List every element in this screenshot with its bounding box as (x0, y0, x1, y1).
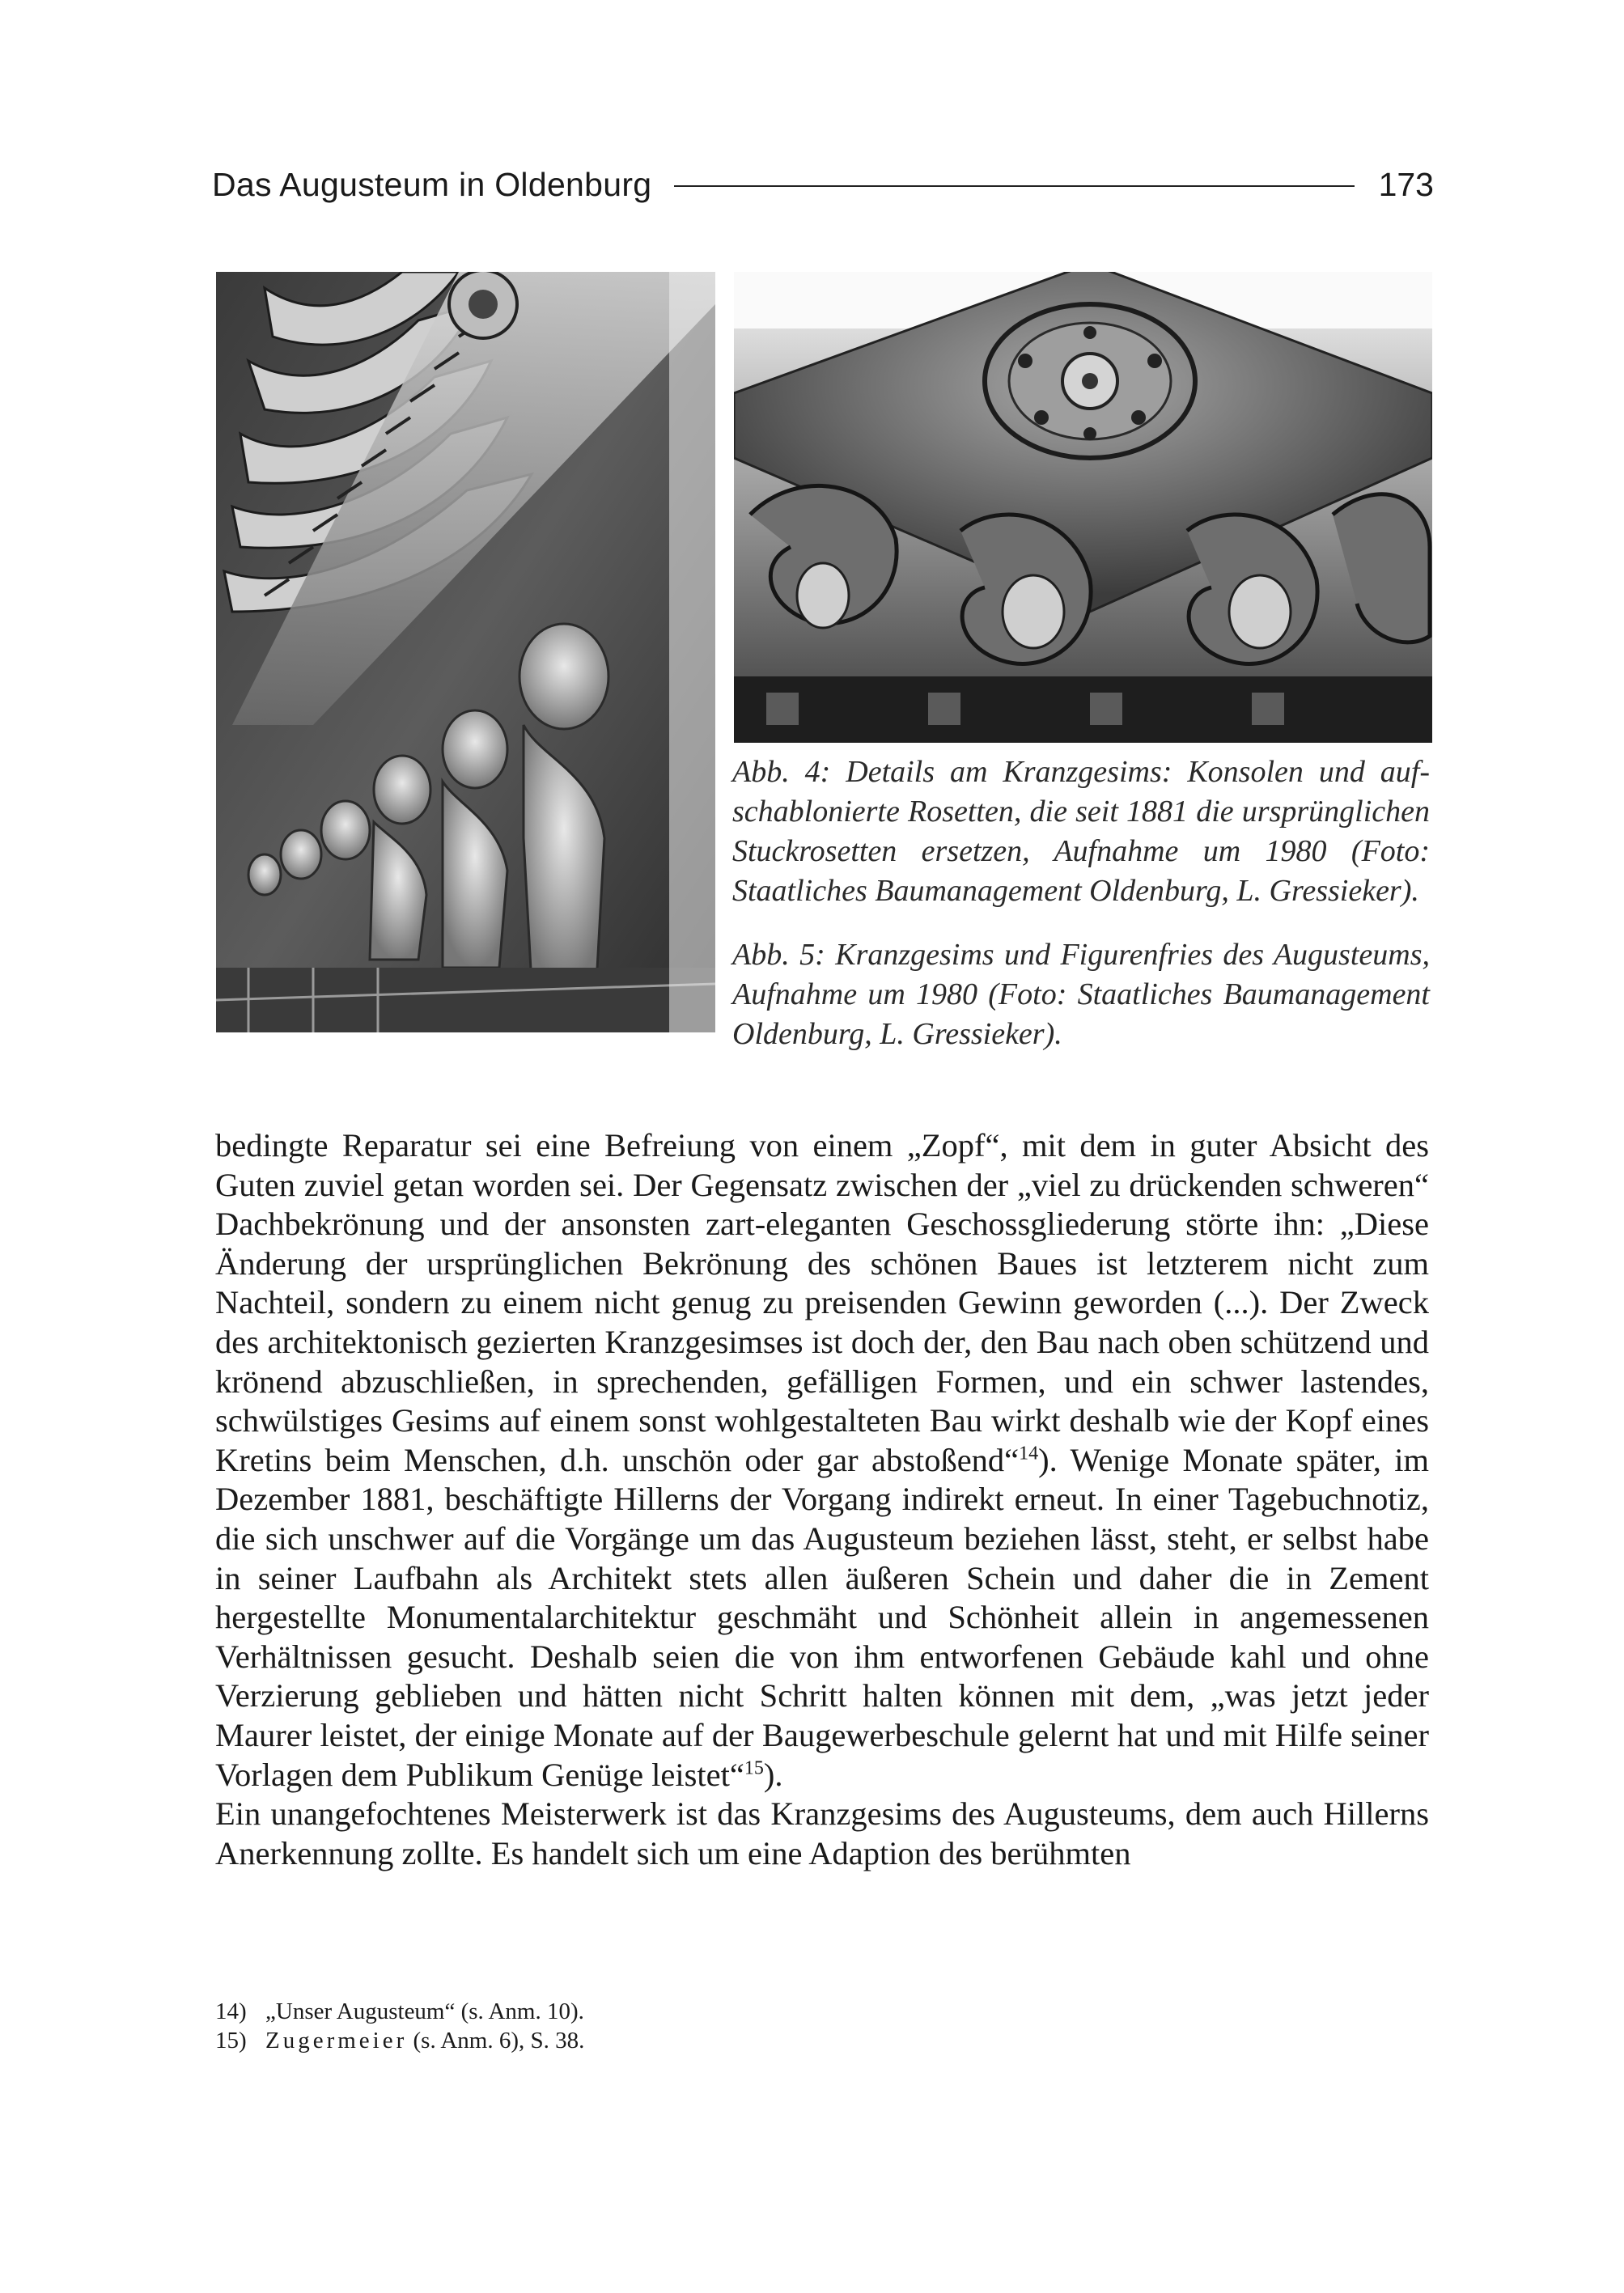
footnotes (215, 1997, 1105, 2055)
paragraph-1-part-c: ). (763, 1756, 783, 1793)
footnote-15-text (265, 2026, 584, 2055)
footnote-15-rest: (s. Anm. 6), S. 38. (407, 2028, 585, 2054)
body-text (215, 1126, 1429, 1873)
running-header (212, 160, 1434, 209)
footnote-14-text: „Unser Augusteum“ (s. Anm. 10). (265, 1998, 584, 2024)
figure-captions (732, 752, 1430, 1079)
paragraph-2: Ein unangefochtenes Meisterwerk ist das Kranzgesims des Augusteums, dem auch Hillerns Anerkennung zollte. Es handelt sich um eine Adaption des berühmten (215, 1795, 1429, 1871)
figure-5-photo (216, 272, 715, 1032)
footnote-14-number: 14) (215, 1998, 247, 2024)
page-number: 173 (1378, 165, 1434, 203)
footnote-15 (215, 2026, 1105, 2055)
footnote-15-number: 15) (215, 2028, 247, 2054)
footnote-ref-15[interactable]: 15 (744, 1757, 764, 1778)
footnote-ref-14[interactable]: 14 (1019, 1443, 1039, 1464)
paragraph-1 (215, 1126, 1429, 1795)
figure-4-photo (734, 272, 1432, 743)
caption-abb-4: Abb. 4: Details am Kranzgesims: Konsolen und aufschablonierte Rosetten, die seit 1881 die ursprünglichen Stuckrosetten ersetzen, Aufnahme um 1980 (Foto: Staatliches Baumanagement Oldenburg, L. Gressieker). (732, 755, 1430, 908)
console-rosette-photo (734, 272, 1432, 743)
header-rule (674, 185, 1354, 187)
running-title: Das Augusteum in Oldenburg (212, 165, 652, 203)
cornice-frieze-photo (216, 272, 715, 1032)
paragraph-1-part-b: ). Wenige Monate später, im Dezember 1881, beschäftigte Hillerns der Vorgang indirekt erneut. In einer Tagebuchnotiz, die sich unschwer auf die Vorgänge um das Augusteum beziehen lässt, steht, er selbst habe in seiner Laufbahn als Architekt stets allen äußeren Schein und daher die in Zement hergestellte Monumentalarchitektur geschmäht und Schönheit allein in angemessenen Verhältnissen gesucht. Deshalb seien die von ihm entworfenen Gebäude kahl und ohne Verzierung geblieben und hätten nicht Schritt halten können mit dem, „was jetzt jeder Maurer leistet, der einige Monate auf der Baugewerbeschule gelernt hat und mit Hilfe seiner Vorlagen dem Publikum Genüge leistet“ (215, 1441, 1429, 1793)
paragraph-1-part-a: bedingte Reparatur sei eine Befreiung von einem „Zopf“, mit dem in guter Absicht des Guten zuviel getan worden sei. Der Gegensatz zwischen der „viel zu drückenden schweren“ Dachbekrönung und der ansonsten zart-eleganten Geschossgliederung störte ihn: „Diese Änderung der ursprünglichen Bekrönung des schönen Baues ist letzterem nicht zum Nachteil, sondern zu einem nicht genug zu preisenden Gewinn geworden (...). Der Zweck des architektonisch gezierten Kranzgesimses ist doch der, den Bau nach oben schützend und krönend abzuschließen, in sprechenden, gefälligen Formen, und ein schwer lastendes, schwülstiges Gesims auf einem sonst wohlgestalteten Bau wirkt deshalb wie der Kopf eines Kretins beim Menschen, d.h. unschön oder gar abstoßend“ (215, 1127, 1429, 1478)
caption-abb-5: Abb. 5: Kranzgesims und Figurenfries des Augusteums, Aufnahme um 1980 (Foto: Staatliches Baumanagement Oldenburg, L. Gressieker). (732, 938, 1430, 1051)
footnote-14 (215, 1997, 1105, 2026)
footnote-15-author: Zugermeier (265, 2028, 408, 2054)
